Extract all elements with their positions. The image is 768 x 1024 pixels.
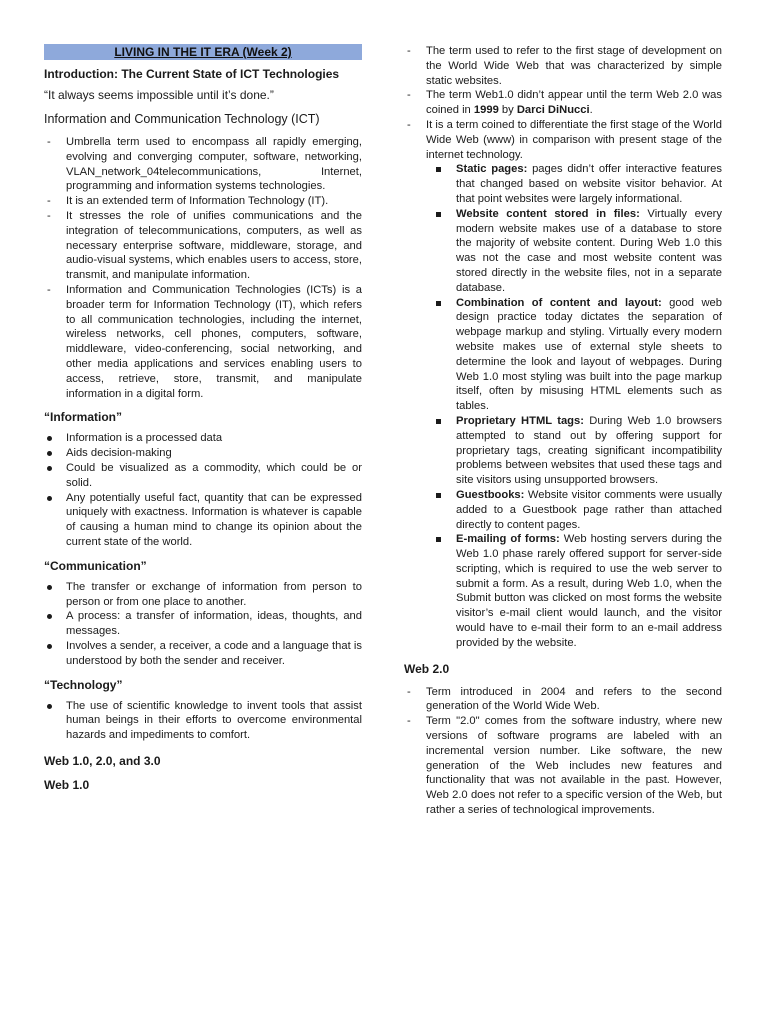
list-item: Could be visualized as a commodity, which could be or solid. xyxy=(44,461,362,491)
list-item: - The term used to refer to the first stage of development on the World Wide Web that was characterized by simple static websites. xyxy=(404,44,722,88)
information-list xyxy=(44,431,362,549)
list-item: Information is a processed data xyxy=(44,431,362,446)
list-item: The transfer or exchange of information from person to person or from one place to another. xyxy=(44,580,362,610)
feature-term: Website content stored in files: xyxy=(456,207,640,220)
information-heading: “Information” xyxy=(44,410,122,425)
list-item: - Term "2.0" comes from the software industry, where new versions of software programs are labeled with an incremental version number. Like software, the new generation of the Web includes new features and functionality that was not available in the past. However, Web 2.0 does not refer to a specific version of the Web, but rather a series of technological improvements. xyxy=(404,714,722,818)
feature-text: Virtually every modern website makes use of a database to store the majority of website content. During Web 1.0 this was not the case and most website content was stored directly in the website files, not in a separate database. xyxy=(456,207,722,294)
ict-heading: Information and Communication Technology (ICT) xyxy=(44,112,320,126)
feature-text: good web design practice today dictates the separation of webpage markup and styling. Virtually every modern website makes use of external style sheets to determine the look and layout of webpages. During Web 1.0 most styling was built into the page markup itself, often by misusing HTML elements such as tables. xyxy=(456,296,722,413)
web-versions-heading: Web 1.0, 2.0, and 3.0 xyxy=(44,753,161,768)
feature-term: Proprietary HTML tags: xyxy=(456,414,584,427)
feature-item xyxy=(428,162,722,206)
document-title-banner: LIVING IN THE IT ERA (Week 2) xyxy=(44,44,362,60)
list-item: - It is an extended term of Information Technology (IT). xyxy=(44,194,362,209)
technology-list xyxy=(44,699,362,743)
web1-features-list xyxy=(428,162,722,650)
list-item: - Umbrella term used to encompass all rapidly emerging, evolving and converging computer, software, networking, VLAN_network_04telecommunications, Internet, programming and information systems technologies. xyxy=(44,135,362,194)
feature-text: Web hosting servers during the Web 1.0 phase rarely offered support for server-side scripting, which is required to use the web server to submit a form. As a result, during Web 1.0, when the Submit button was clicked on most forms the website visitor’s e-mail client would launch, and the visitor would have to e-mail their form to an e-mail address provided by the website. xyxy=(456,533,723,649)
communication-heading: “Communication” xyxy=(44,558,147,573)
list-item: A process: a transfer of information, ideas, thoughts, and messages. xyxy=(44,609,362,639)
list-item: Involves a sender, a receiver, a code and a language that is understood by both the sender and receiver. xyxy=(44,639,362,669)
communication-list xyxy=(44,580,362,669)
feature-term: E-mailing of forms: xyxy=(456,533,560,546)
feature-term: Static pages: xyxy=(456,163,528,176)
list-item: - It stresses the role of unifies communications and the integration of telecommunications, computers, as well as necessary enterprise software, middleware, storage, and audio-visual systems, which enables users to access, store, transmit, and manipulate information. xyxy=(44,209,362,283)
feature-text: pages didn’t offer interactive features that changed based on website visitor behavior. At that point websites were largely informational. xyxy=(456,163,722,205)
feature-text: Website visitor comments were usually added to a Guestbook page rather than attached directly to content pages. xyxy=(456,488,722,531)
feature-item xyxy=(428,207,722,296)
feature-item xyxy=(428,296,722,414)
right-column xyxy=(404,44,722,818)
web1-item-text: . xyxy=(589,104,593,117)
web1-item-text: The term Web1.0 didn’t appear until the term Web 2.0 was coined in xyxy=(426,89,722,117)
feature-term: Combination of content and layout: xyxy=(456,296,662,309)
feature-item xyxy=(428,532,722,650)
left-column xyxy=(44,44,362,799)
web1-heading: Web 1.0 xyxy=(44,777,90,792)
ict-list xyxy=(44,135,362,401)
list-item: - It is a term coined to differentiate the first stage of the World Wide Web (www) in comparison with present stage of the internet technology. xyxy=(404,118,722,162)
feature-term: Guestbooks: xyxy=(456,488,525,501)
web1-list xyxy=(404,44,722,162)
feature-item xyxy=(428,488,722,532)
feature-item xyxy=(428,414,722,488)
web2-list xyxy=(404,685,722,818)
list-item: Any potentially useful fact, quantity that can be expressed uniquely with exactness. Information is whatever is capable of causing a human mind to change its opinion about the current state of the world. xyxy=(44,491,362,550)
feature-text: During Web 1.0 browsers attempted to stand out by offering support for proprietary tags, creating significant incompatibility problems between websites that used these tags and site visitors using unsupported browsers. xyxy=(456,414,722,487)
list-item xyxy=(404,88,722,118)
list-item: - Term introduced in 2004 and refers to the second generation of the World Wide Web. xyxy=(404,685,722,715)
list-item: The use of scientific knowledge to invent tools that assist human beings in their efforts to overcome environmental hazards and impediments to comfort. xyxy=(44,699,362,743)
list-item: - Information and Communication Technologies (ICTs) is a broader term for Information Technology (IT), which refers to all communication technologies, including the internet, wireless networks, cell phones, computers, software, middleware, video-conferencing, social networking, and other media applications and services enabling users to access, retrieve, store, transmit, and manipulate information in a digital form. xyxy=(44,283,362,401)
intro-heading: Introduction: The Current State of ICT Technologies xyxy=(44,67,340,81)
list-item: Aids decision-making xyxy=(44,446,362,461)
web2-heading: Web 2.0 xyxy=(404,661,450,676)
year-1999: 1999 xyxy=(473,104,499,117)
technology-heading: “Technology” xyxy=(44,677,123,692)
web1-item-text: by xyxy=(498,104,517,117)
author-name: Darci DiNucci xyxy=(516,104,590,117)
quote: “It always seems impossible until it’s done.” xyxy=(44,88,274,102)
